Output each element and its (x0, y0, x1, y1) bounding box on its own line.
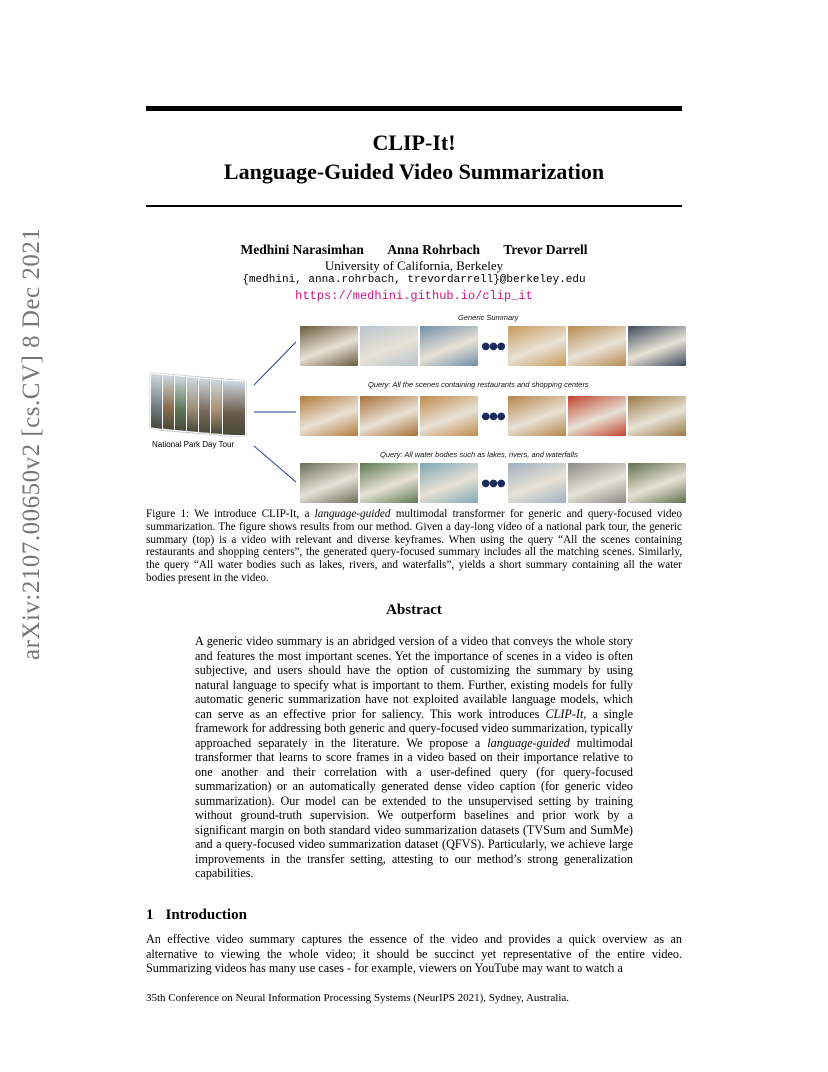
input-video-frame (222, 380, 246, 437)
keyframe-thumbnail (360, 326, 418, 366)
author-name: Trevor Darrell (503, 242, 588, 257)
arxiv-identifier: arXiv:2107.00650v2 [cs.CV] 8 Dec 2021 (18, 227, 45, 660)
keyframe-thumbnail (300, 326, 358, 366)
query1-summary-strip (300, 396, 686, 436)
abstract-heading: Abstract (386, 602, 442, 618)
author-list (146, 242, 682, 258)
input-video-frame-stack (146, 374, 251, 436)
keyframe-thumbnail (508, 396, 566, 436)
keyframe-thumbnail (420, 326, 478, 366)
caption-text: multimodal transformer for generic and query-focused video summarization. The figure shows results from our method. Given a day-long video of a national park tour, the generic summary (top) is a video with relevant and diverse keyframes. When using the query “All the scenes containing restaurants and shopping centers”, the generated query-focused summary includes all the matching scenes. Similarly, the query “All water bodies such as lakes, rivers, and waterfalls”, yields a short summary containing all the water bodies present in the video. (146, 508, 682, 584)
keyframe-thumbnail (300, 463, 358, 503)
keyframe-thumbnail (628, 463, 686, 503)
section-heading-introduction (146, 907, 259, 924)
keyframe-thumbnail (300, 396, 358, 436)
abstract-text: A generic video summary is an abridged version of a video that conveys the whole story and features the most important scenes. Yet the importance of scenes in a video is often subjective, and users should have the option of customizing the summary by using natural language to specify what is important to them. Further, existing models for fully automatic generic summarization have not exploited available language models, which can serve as an effective prior for saliency. This work introduces (195, 634, 633, 721)
affiliation: University of California, Berkeley (324, 258, 504, 273)
abstract-text: multimodal transformer that learns to score frames in a video based on their importance relative to one another and their correlation with a user-defined query (for query-focused summarization) or an automatically generated dense video caption (for generic video summarization). Our model can be extended to the unsupervised setting by training without ground-truth supervision. We outperform baselines and prior work by a significant margin on both standard video summarization datasets (TVSum and SumMe) and a query-focused video summarization dataset (QFVS). Particularly, we achieve large improvements in the transfer setting, attesting to our method’s strong generalization capabilities. (195, 735, 633, 880)
ellipsis-dots: ●●● (481, 410, 505, 422)
keyframe-thumbnail (568, 326, 626, 366)
author-name: Medhini Narasimhan (240, 242, 364, 257)
arrow-to-generic (254, 342, 296, 385)
figure-caption (146, 508, 682, 585)
introduction-paragraph: An effective video summary captures the essence of the video and provides a quick overview as an alternative to viewing the whole video; it should be succinct yet representative of the entire video. Summarizing videos has many use cases - for example, viewers on YouTube may want to watch a (146, 932, 682, 975)
keyframe-thumbnail (360, 396, 418, 436)
abstract-emphasis: language-guided (487, 735, 570, 750)
title-rule-top (146, 106, 682, 111)
ellipsis-dots: ●●● (481, 477, 505, 489)
generic-summary-strip (300, 326, 686, 366)
project-url-link[interactable]: https://medhini.github.io/clip_it (295, 289, 533, 303)
caption-emphasis: language-guided (314, 508, 391, 520)
keyframe-thumbnail (508, 326, 566, 366)
section-title: Introduction (165, 907, 247, 923)
query2-label: Query: All water bodies such as lakes, rivers, and waterfalls (380, 450, 578, 459)
query2-summary-strip (300, 463, 686, 503)
conference-footnote: 35th Conference on Neural Information Processing Systems (NeurIPS 2021), Sydney, Australia. (146, 992, 570, 1004)
figure-arrows (250, 330, 302, 490)
title-rule-bottom (146, 205, 682, 207)
input-video-label: National Park Day Tour (152, 440, 235, 449)
arrow-to-query2 (254, 446, 296, 482)
section-number: 1 (146, 907, 154, 923)
abstract-text: , a single framework for addressing both generic and query-focused video summarization, typically approached separately in the literature. We propose a (195, 706, 633, 750)
paper-title-line2: Language-Guided Video Summarization (223, 159, 605, 184)
abstract-emphasis: CLIP-It (545, 706, 584, 721)
keyframe-thumbnail (628, 396, 686, 436)
keyframe-thumbnail (420, 396, 478, 436)
author-emails: {medhini, anna.rohrbach, trevordarrell}@berkeley.edu (242, 274, 586, 286)
keyframe-thumbnail (568, 396, 626, 436)
ellipsis-dots: ●●● (481, 340, 505, 352)
query1-label: Query: All the scenes containing restaurants and shopping centers (368, 380, 589, 389)
keyframe-thumbnail (568, 463, 626, 503)
paper-title-line1: CLIP-It! (372, 130, 456, 155)
abstract-body (195, 634, 633, 881)
caption-text: Figure 1: We introduce CLIP-It, a (146, 508, 315, 520)
keyframe-thumbnail (420, 463, 478, 503)
generic-summary-label: Generic Summary (458, 313, 519, 322)
keyframe-thumbnail (360, 463, 418, 503)
keyframe-thumbnail (508, 463, 566, 503)
author-name: Anna Rohrbach (387, 242, 480, 257)
keyframe-thumbnail (628, 326, 686, 366)
